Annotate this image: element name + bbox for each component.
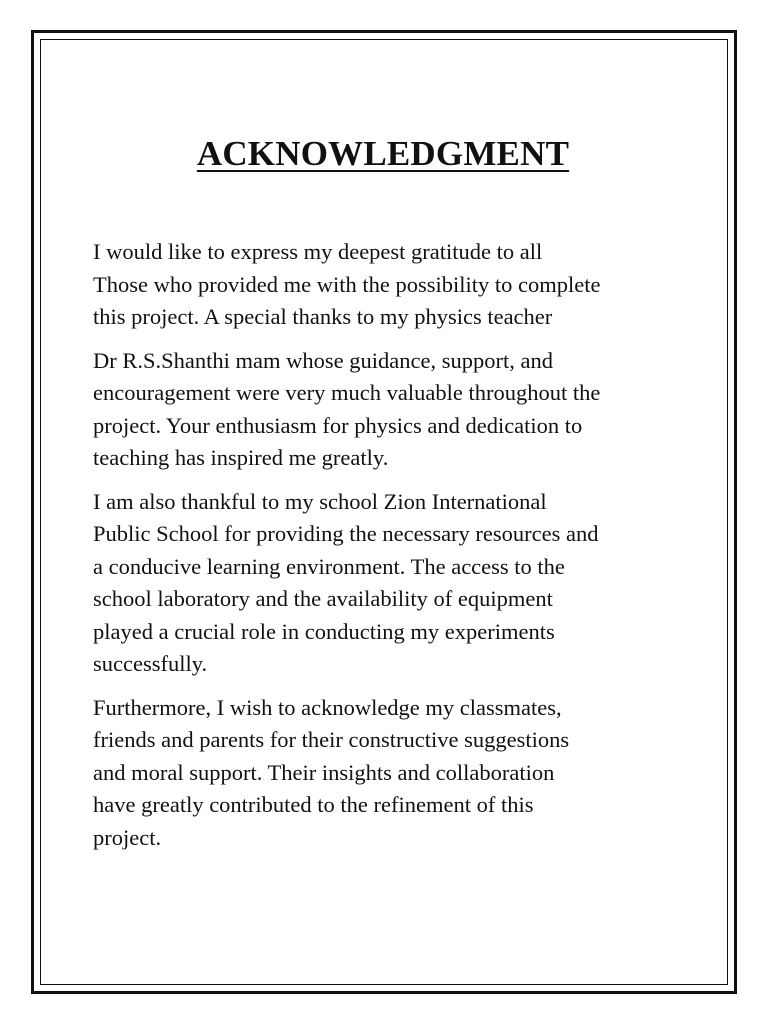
text-line: I am also thankful to my school Zion International xyxy=(93,488,547,514)
paragraph-teacher xyxy=(93,345,693,475)
text-line: project. xyxy=(93,824,162,850)
text-line: I would like to express my deepest gratitude to all xyxy=(93,239,543,264)
page-title: ACKNOWLEDGMENT xyxy=(196,134,570,173)
text-line: encouragement were very much valuable throughout the xyxy=(93,380,601,405)
paragraph-classmates xyxy=(93,692,693,855)
text-line: successfully. xyxy=(93,651,208,676)
text-line: Public School for providing the necessary resources and xyxy=(93,521,599,546)
text-line: a conducive learning environment. The access to the xyxy=(93,553,565,579)
text-line: and moral support. Their insights and collaboration xyxy=(93,759,555,785)
paragraph-gratitude xyxy=(93,236,693,334)
document-body xyxy=(93,132,693,854)
text-line: this project. A special thanks to my physics teacher xyxy=(93,304,553,329)
paragraph-school xyxy=(93,486,693,681)
text-line: Those who provided me with the possibility to complete xyxy=(93,271,601,297)
text-line: Dr R.S.Shanthi mam whose guidance, support, and xyxy=(93,347,553,373)
text-line: teaching has inspired me greatly. xyxy=(93,445,389,470)
text-line: school laboratory and the availability of equipment xyxy=(93,586,553,611)
text-line: friends and parents for their constructive suggestions xyxy=(93,727,570,752)
text-line: played a crucial role in conducting my experiments xyxy=(93,618,555,644)
text-line: have greatly contributed to the refinement of this xyxy=(93,792,534,817)
text-line: project. Your enthusiasm for physics and dedication to xyxy=(93,412,583,438)
text-line: Furthermore, I wish to acknowledge my classmates, xyxy=(93,694,562,720)
